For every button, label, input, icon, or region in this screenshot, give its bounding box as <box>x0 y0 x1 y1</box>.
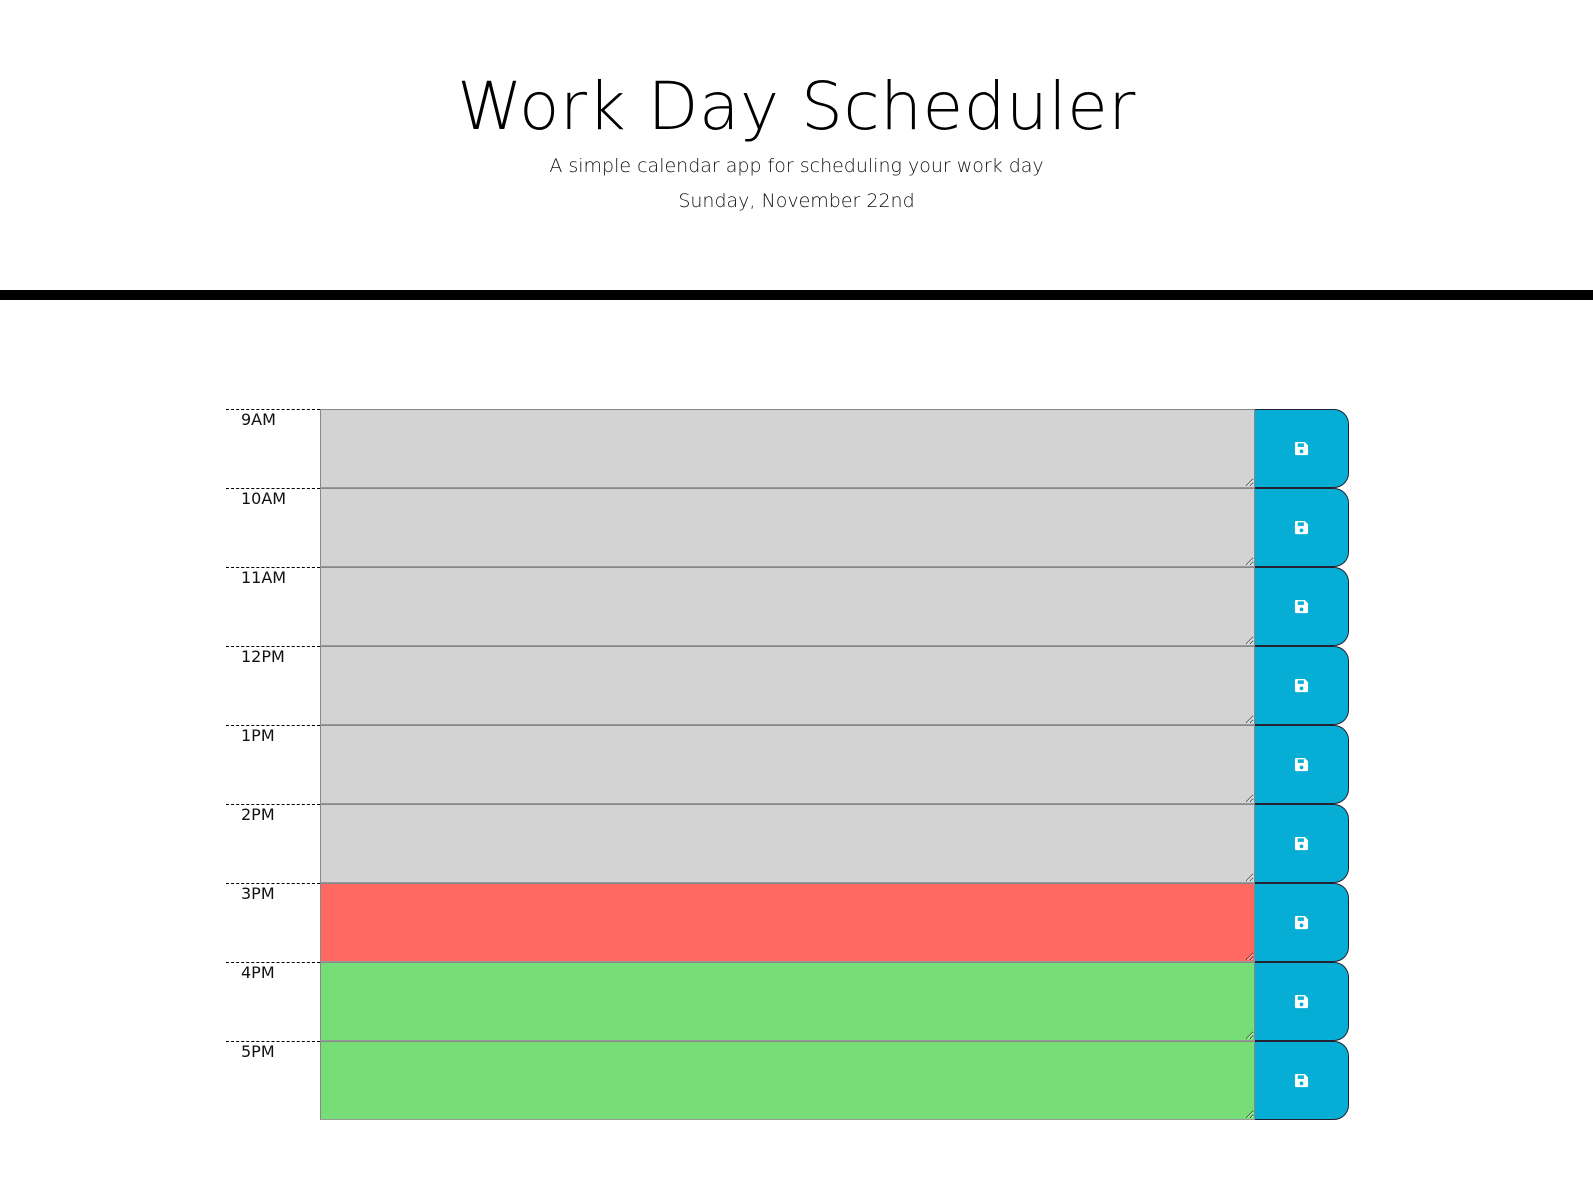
save-button[interactable] <box>1255 883 1349 962</box>
current-day: Sunday, November 22nd <box>678 190 915 212</box>
page-title: Work Day Scheduler <box>457 68 1136 145</box>
hour-label: 9AM <box>226 409 320 488</box>
save-button[interactable] <box>1255 567 1349 646</box>
hour-label: 11AM <box>226 567 320 646</box>
save-icon <box>1294 836 1309 851</box>
hour-label: 2PM <box>226 804 320 883</box>
event-description-input[interactable] <box>320 962 1255 1041</box>
page-subtitle: A simple calendar app for scheduling your work day <box>549 155 1044 177</box>
save-icon <box>1294 678 1309 693</box>
time-block-row <box>226 567 1366 646</box>
save-button[interactable] <box>1255 962 1349 1041</box>
hour-label: 5PM <box>226 1041 320 1120</box>
event-description-input[interactable] <box>320 488 1255 567</box>
save-button[interactable] <box>1255 646 1349 725</box>
time-block-row <box>226 646 1366 725</box>
event-description-input[interactable] <box>320 1041 1255 1120</box>
hour-label: 10AM <box>226 488 320 567</box>
save-button[interactable] <box>1255 409 1349 488</box>
time-block-row <box>226 962 1366 1041</box>
save-icon <box>1294 915 1309 930</box>
time-block-row <box>226 725 1366 804</box>
event-description-input[interactable] <box>320 567 1255 646</box>
event-description-input[interactable] <box>320 804 1255 883</box>
save-button[interactable] <box>1255 804 1349 883</box>
save-button[interactable] <box>1255 1041 1349 1120</box>
schedule-container <box>226 409 1366 1120</box>
save-icon <box>1294 441 1309 456</box>
hour-label: 3PM <box>226 883 320 962</box>
hour-label: 1PM <box>226 725 320 804</box>
event-description-input[interactable] <box>320 883 1255 962</box>
time-block-row <box>226 804 1366 883</box>
save-icon <box>1294 520 1309 535</box>
time-block-row <box>226 883 1366 962</box>
save-icon <box>1294 1073 1309 1088</box>
header <box>0 0 1593 300</box>
time-block-row <box>226 409 1366 488</box>
save-icon <box>1294 757 1309 772</box>
event-description-input[interactable] <box>320 409 1255 488</box>
time-block-row <box>226 488 1366 567</box>
hour-label: 4PM <box>226 962 320 1041</box>
save-button[interactable] <box>1255 725 1349 804</box>
event-description-input[interactable] <box>320 725 1255 804</box>
event-description-input[interactable] <box>320 646 1255 725</box>
save-icon <box>1294 994 1309 1009</box>
save-icon <box>1294 599 1309 614</box>
save-button[interactable] <box>1255 488 1349 567</box>
time-block-row <box>226 1041 1366 1120</box>
hour-label: 12PM <box>226 646 320 725</box>
